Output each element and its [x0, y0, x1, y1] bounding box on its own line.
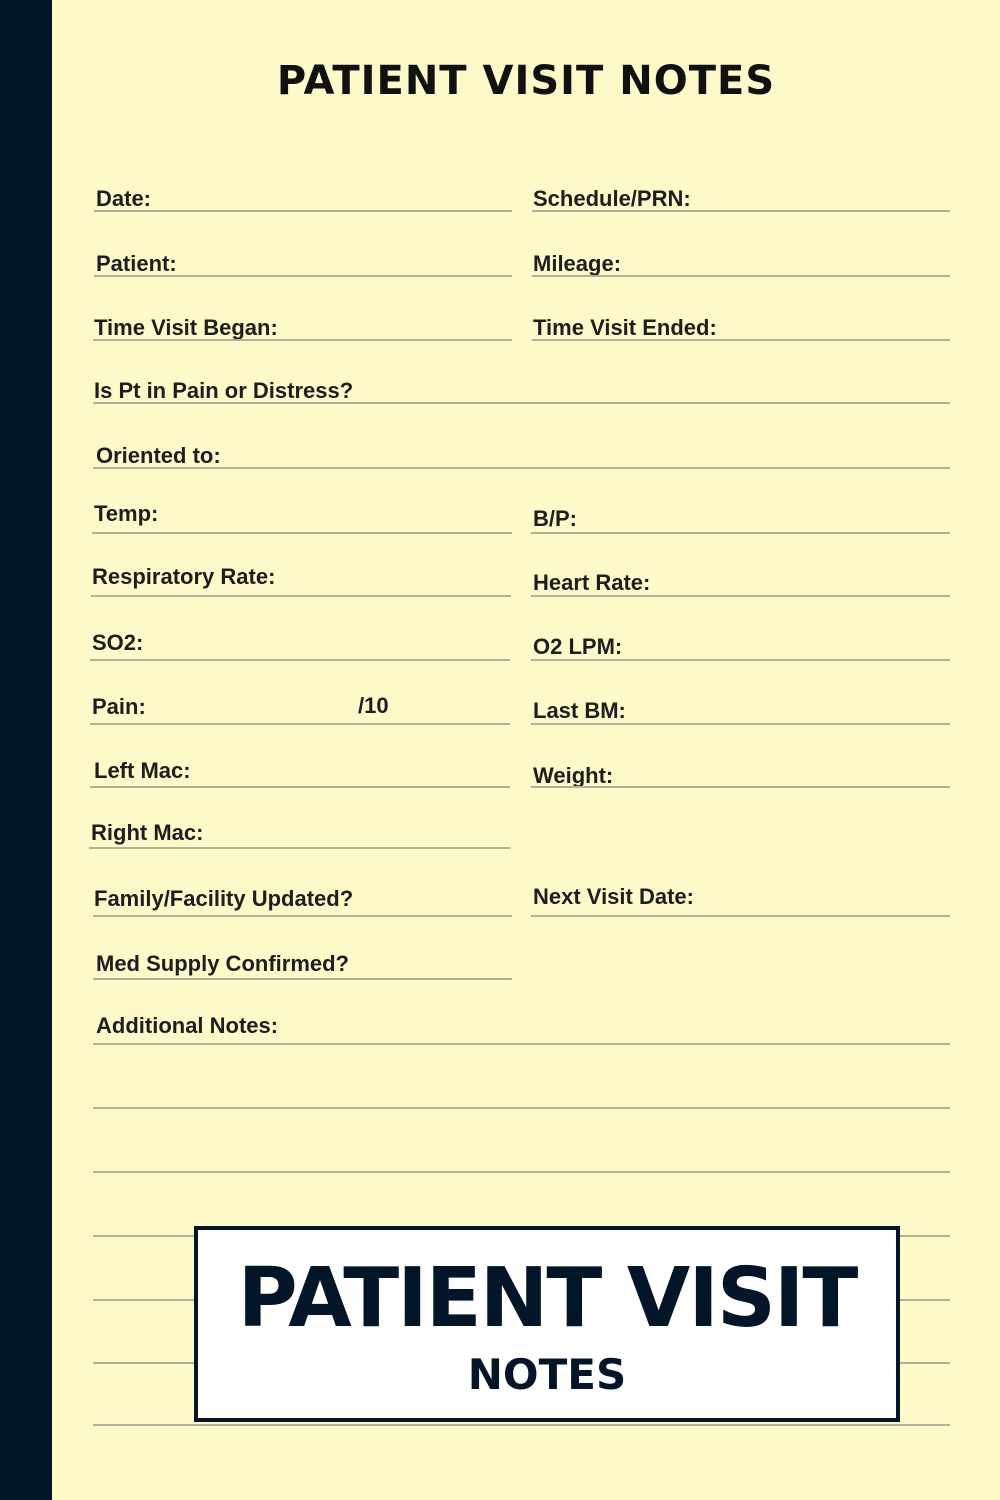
additional-notes-label: Additional Notes:	[96, 1013, 279, 1038]
cover-subtitle: NOTES	[467, 1350, 627, 1399]
weight-field[interactable]	[531, 786, 950, 788]
page-title: PATIENT VISIT NOTES	[276, 58, 776, 104]
next-visit-date-field[interactable]	[531, 915, 950, 917]
left-mac-field[interactable]	[90, 786, 510, 788]
right-mac-field[interactable]	[89, 847, 510, 849]
temp-field[interactable]	[92, 532, 512, 534]
left-mac-label: Left Mac:	[94, 758, 191, 783]
heart-rate-field[interactable]	[531, 595, 950, 597]
mileage-label: Mileage:	[533, 251, 622, 276]
pain-label: Pain:	[92, 694, 146, 719]
pain-distress-label: Is Pt in Pain or Distress?	[94, 378, 354, 403]
patient-field[interactable]	[94, 275, 512, 277]
time-visit-began-field[interactable]	[93, 339, 512, 341]
oriented-to-field[interactable]	[93, 467, 950, 469]
time-visit-ended-label: Time Visit Ended:	[533, 315, 717, 340]
pain-field[interactable]	[90, 723, 510, 725]
med-supply-confirmed-field[interactable]	[93, 978, 512, 980]
heart-rate-label: Heart Rate:	[533, 570, 651, 595]
date-field[interactable]	[94, 210, 512, 212]
additional-notes-line[interactable]	[93, 1171, 950, 1173]
additional-notes-line[interactable]	[93, 1424, 950, 1426]
next-visit-date-label: Next Visit Date:	[533, 884, 694, 909]
patient-label: Patient:	[96, 251, 177, 276]
so2-label: SO2:	[92, 630, 144, 655]
right-mac-label: Right Mac:	[91, 820, 204, 845]
family-facility-updated-field[interactable]	[93, 915, 512, 917]
med-supply-confirmed-label: Med Supply Confirmed?	[96, 951, 349, 976]
respiratory-rate-label: Respiratory Rate:	[92, 564, 276, 589]
pain-distress-field[interactable]	[93, 402, 950, 404]
cover-title: PATIENT VISIT	[237, 1251, 857, 1346]
last-bm-label: Last BM:	[533, 698, 626, 723]
bp-label: B/P:	[533, 506, 577, 531]
so2-field[interactable]	[90, 659, 510, 661]
bp-field[interactable]	[531, 532, 950, 534]
family-facility-updated-label: Family/Facility Updated?	[94, 886, 354, 911]
additional-notes-line[interactable]	[93, 1107, 950, 1109]
o2-lpm-field[interactable]	[531, 659, 950, 661]
time-visit-began-label: Time Visit Began:	[94, 315, 278, 340]
pain-scale-label: /10	[358, 693, 389, 718]
schedule-prn-label: Schedule/PRN:	[533, 186, 691, 211]
additional-notes-line[interactable]	[93, 1043, 950, 1045]
o2-lpm-label: O2 LPM:	[533, 634, 623, 659]
weight-label: Weight:	[533, 763, 614, 788]
mileage-field[interactable]	[532, 275, 950, 277]
time-visit-ended-field[interactable]	[532, 339, 950, 341]
schedule-prn-field[interactable]	[532, 210, 950, 212]
last-bm-field[interactable]	[531, 723, 950, 725]
respiratory-rate-field[interactable]	[91, 595, 511, 597]
oriented-to-label: Oriented to:	[96, 443, 221, 468]
book-spine	[0, 0, 52, 1500]
date-label: Date:	[96, 186, 152, 211]
temp-label: Temp:	[94, 501, 159, 526]
cover-title-box	[194, 1226, 900, 1422]
